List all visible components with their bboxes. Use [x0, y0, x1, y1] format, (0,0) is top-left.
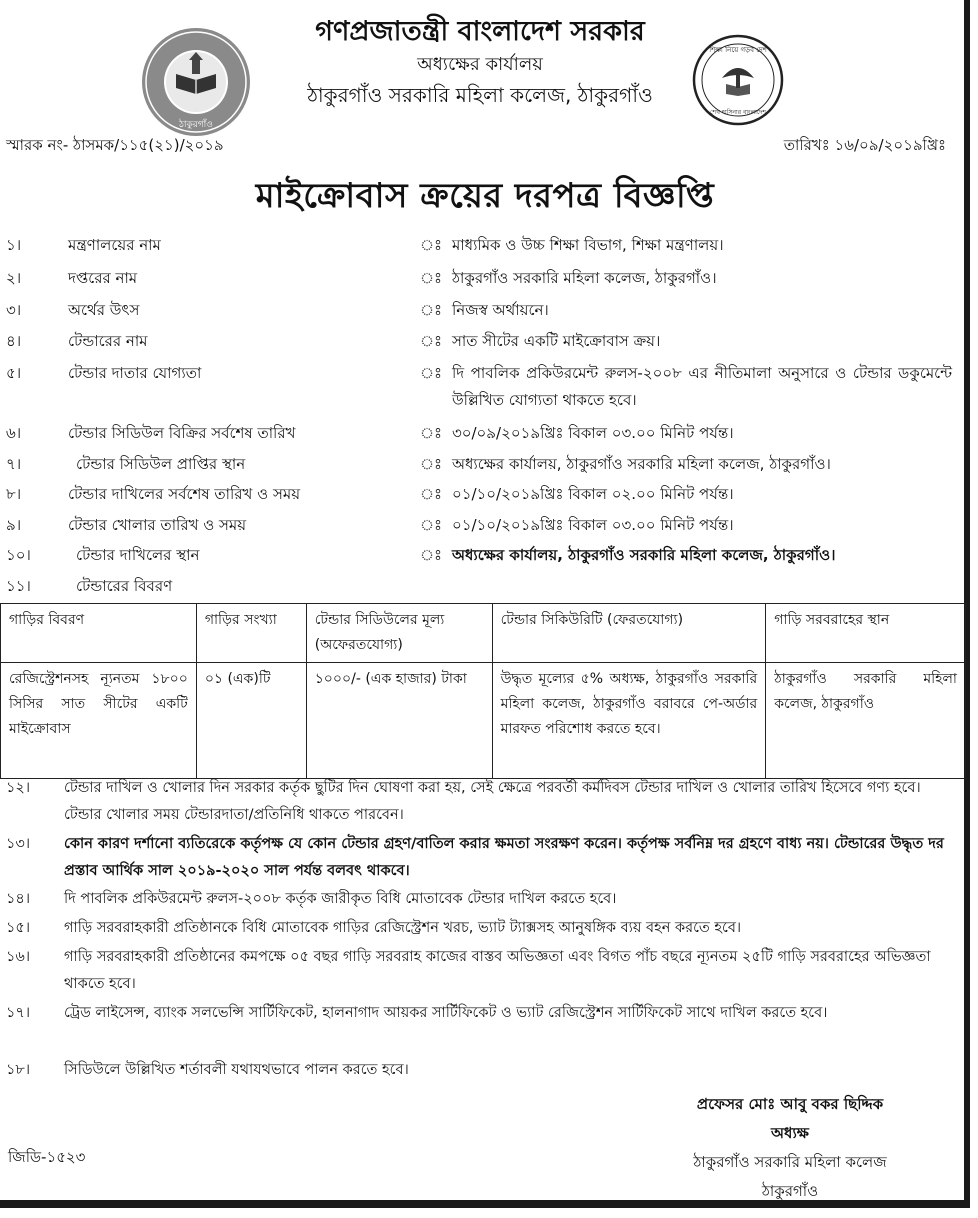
condition-number: ১৬। — [6, 949, 31, 965]
condition-text: দি পাবলিক প্রকিউরমেন্ট রুলস-২০০৮ কর্তৃক জারীকৃত বিধি মোতাবেক টেন্ডার দাখিল করতে হবে। — [64, 891, 617, 907]
condition-text: কোন কারণ দর্শানো ব্যতিরেকে কর্তৃপক্ষ যে কোন টেন্ডার গ্রহণ/বাতিল করার ক্ষমতা সংরক্ষণ করেন। কর্তৃপক্ষ সর্বনিম্ন দর গ্রহণে বাধ্য নয়। টেন্ডারের উদ্ধৃত দর প্রস্তাব আর্থিক সাল ২০১৯-২০২০ সাল পর্যন্ত বলবৎ থাকবে। — [64, 836, 944, 879]
row-number: ৯। — [6, 516, 22, 534]
table-cell: রেজিস্ট্রেশনসহ ন্যূনতম ১৮০০ সিসির সাত সীটের একটি মাইক্রোবাস — [1, 663, 197, 779]
table-cell: ০১ (এক)টি — [196, 663, 306, 779]
row-value: মাধ্যমিক ও উচ্চ শিক্ষা বিভাগ, শিক্ষা মন্ত্রণালয়। — [452, 236, 724, 254]
table-header-cell: গাড়ি সরবরাহের স্থান — [766, 604, 966, 663]
row-label: টেন্ডারের নাম — [68, 332, 148, 350]
row-label: টেন্ডার সিডিউল বিক্রির সর্বশেষ তারিখ — [68, 424, 296, 442]
government-name: গণপ্রজাতন্ত্রী বাংলাদেশ সরকার — [315, 16, 645, 47]
row-colon: ঃ — [420, 269, 443, 287]
row-label: অর্থের উৎস — [68, 301, 140, 319]
row-label: দপ্তরের নাম — [68, 269, 138, 287]
row-colon: ঃ — [420, 516, 443, 534]
row-colon: ঃ — [420, 364, 443, 382]
row-number: ৩। — [6, 301, 22, 319]
row-colon: ঃ — [420, 424, 443, 442]
seal-bottom-text: ঠাকুরগাঁও — [179, 120, 213, 130]
signature-block — [630, 1090, 950, 1206]
row-colon: ঃ — [420, 332, 443, 350]
row-value: ঠাকুরগাঁও সরকারি মহিলা কলেজ, ঠাকুরগাঁও। — [452, 269, 717, 287]
row-colon: ঃ — [420, 236, 443, 254]
row-value: নিজস্ব অর্থায়নে। — [452, 301, 549, 319]
row-label: টেন্ডার দাখিলের সর্বশেষ তারিখ ও সময় — [68, 485, 301, 503]
table-cell: ১০০০/- (এক হাজার) টাকা — [306, 663, 492, 779]
table-cell: উদ্ধৃত মূল্যের ৫% অধ্যক্ষ, ঠাকুরগাঁও সরকারি মহিলা কলেজ, ঠাকুরগাঁও বরাবরে পে-অর্ডার মারফত পরিশোধ করতে হবে। — [492, 663, 766, 779]
row-number: ১১। — [6, 577, 31, 595]
row-number: ৬। — [6, 424, 22, 442]
letterhead — [230, 14, 730, 110]
condition-number: ১৪। — [6, 891, 31, 907]
row-colon: ঃ — [420, 455, 443, 473]
seal-bottom-text: শেখ হাসিনার বাংলাদেশ — [710, 109, 766, 116]
row-number: ৪। — [6, 332, 22, 350]
signatory-college: ঠাকুরগাঁও সরকারি মহিলা কলেজ — [693, 1153, 887, 1171]
condition-number: ১২। — [6, 780, 31, 796]
signatory-name: প্রফেসর মোঃ আবু বকর ছিদ্দিক — [696, 1095, 884, 1113]
condition-number: ১৫। — [6, 920, 31, 936]
table-header-cell: টেন্ডার সিডিউলের মূল্য (অফেরতযোগ্য) — [306, 604, 492, 663]
row-number: ৮। — [6, 485, 22, 503]
row-colon: ঃ — [420, 485, 443, 503]
row-label: টেন্ডার খোলার তারিখ ও সময় — [68, 516, 247, 534]
row-colon: ঃ — [420, 546, 443, 564]
row-value: সাত সীটের একটি মাইক্রোবাস ক্রয়। — [452, 332, 661, 350]
notice-title: মাইক্রোবাস ক্রয়ের দরপত্র বিজ্ঞপ্তি — [255, 176, 715, 216]
table-row — [1, 663, 966, 779]
row-label: টেন্ডার দাখিলের স্থান — [76, 546, 200, 564]
condition-number: ১৩। — [6, 836, 31, 852]
condition-text: গাড়ি সরবরাহকারী প্রতিষ্ঠানের কমপক্ষে ০৫ বছর গাড়ি সরবরাহ কাজের বাস্তব অভিজ্ঞতা এবং বিগত পাঁচ বছরে ন্যূনতম ২৫টি গাড়ি সরবরাহের অভিজ্ঞতা থাকতে হবে। — [64, 949, 931, 992]
condition-text: ট্রেড লাইসেন্স, ব্যাংক সলভেন্সি সার্টিফিকেট, হালনাগাদ আয়কর সার্টিফিকেট ও ভ্যাট রেজিস্ট্রেশন সার্টিফিকেট সাথে দাখিল করতে হবে। — [64, 1005, 828, 1021]
row-number: ১। — [6, 236, 22, 254]
table-header-cell: গাড়ির বিবরণ — [1, 604, 197, 663]
signatory-district: ঠাকুরগাঁও — [761, 1182, 819, 1200]
row-number: ১০। — [6, 546, 31, 564]
condition-text: টেন্ডার দাখিল ও খোলার দিন সরকার কর্তৃক ছুটির দিন ঘোষণা করা হয়, সেই ক্ষেত্রে পরবর্তী কর্মদিবস টেন্ডার দাখিল ও খোলার তারিখ হিসেবে গণ্য হবে। টেন্ডার খোলার সময় টেন্ডারদাতা/প্রতিনিধি থাকতে পারবেন। — [64, 780, 921, 823]
tender-table — [0, 603, 966, 779]
row-number: ৭। — [6, 455, 22, 473]
gd-number: জিডি-১৫২৩ — [8, 1148, 86, 1166]
row-number: ৫। — [6, 364, 22, 382]
table-cell: ঠাকুরগাঁও সরকারি মহিলা কলেজ, ঠাকুরগাঁও — [766, 663, 966, 779]
row-value: অধ্যক্ষের কার্যালয়, ঠাকুরগাঁও সরকারি মহিলা কলেজ, ঠাকুরগাঁও। — [452, 546, 836, 564]
row-label: টেন্ডার সিডিউল প্রাপ্তির স্থান — [76, 455, 246, 473]
row-label: টেন্ডারের বিবরণ — [76, 577, 173, 595]
row-value: দি পাবলিক প্রকিউরমেন্ট রুলস-২০০৮ এর নীতিমালা অনুসারে ও টেন্ডার ডকুমেন্টে উল্লিখিত যোগ্যতা থাকতে হবে। — [452, 364, 952, 409]
row-label: মন্ত্রণালয়ের নাম — [68, 236, 161, 254]
table-header-cell: টেন্ডার সিকিউরিটি (ফেরতযোগ্য) — [492, 604, 766, 663]
signatory-title: অধ্যক্ষ — [771, 1124, 809, 1142]
condition-text: গাড়ি সরবরাহকারী প্রতিষ্ঠানকে বিধি মোতাবেক গাড়ির রেজিস্ট্রেশন খরচ, ভ্যাট ট্যাক্সসহ আনুষঙ্গিক ব্যয় বহন করতে হবে। — [64, 920, 742, 936]
table-header-row — [1, 604, 966, 663]
row-value: অধ্যক্ষের কার্যালয়, ঠাকুরগাঁও সরকারি মহিলা কলেজ, ঠাকুরগাঁও। — [452, 455, 831, 473]
seal-top-text: শিক্ষা নিয়ে গড়ব দেশ — [709, 46, 767, 54]
notice-date: তারিখঃ ১৬/০৯/২০১৯খ্রিঃ — [783, 136, 946, 154]
memo-number: স্মারক নং- ঠাসমক/১১৫(২১)/২০১৯ — [6, 136, 224, 154]
row-value: ০১/১০/২০১৯খ্রিঃ বিকাল ০২.০০ মিনিট পর্যন্ত। — [452, 485, 734, 503]
college-name: ঠাকুরগাঁও সরকারি মহিলা কলেজ, ঠাকুরগাঁও — [307, 83, 653, 107]
row-colon: ঃ — [420, 301, 443, 319]
row-value: ৩০/০৯/২০১৯খ্রিঃ বিকাল ০৩.০০ মিনিট পর্যন্ত। — [452, 424, 734, 442]
condition-text: সিডিউলে উল্লিখিত শর্তাবলী যথাযথভাবে পালন করতে হবে। — [64, 1062, 409, 1078]
condition-number: ১৭। — [6, 1005, 31, 1021]
row-number: ২। — [6, 269, 22, 287]
row-label: টেন্ডার দাতার যোগ্যতা — [68, 364, 202, 382]
condition-number: ১৮। — [6, 1062, 31, 1078]
office-name: অধ্যক্ষের কার্যালয় — [417, 54, 543, 75]
row-value: ০১/১০/২০১৯খ্রিঃ বিকাল ০৩.০০ মিনিট পর্যন্ত। — [452, 516, 734, 534]
table-header-cell: গাড়ির সংখ্যা — [196, 604, 306, 663]
